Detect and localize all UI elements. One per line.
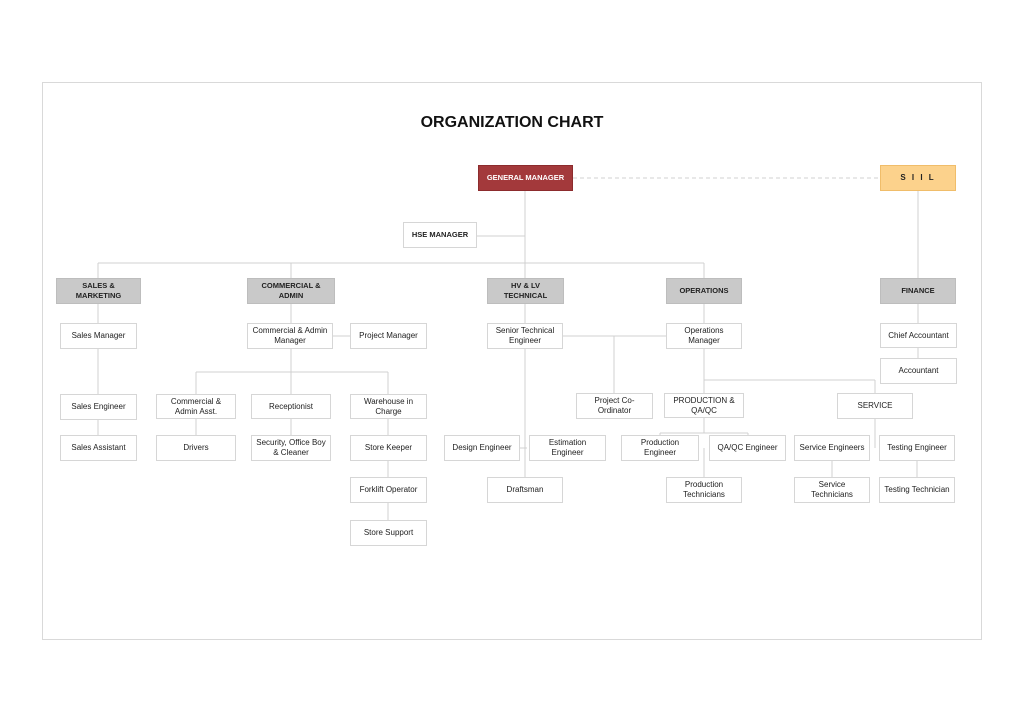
node-chief-accountant[interactable]: Chief Accountant: [880, 323, 957, 348]
node-service[interactable]: SERVICE: [837, 393, 913, 419]
node-testing-technician[interactable]: Testing Technician: [879, 477, 955, 503]
node-forklift-operator[interactable]: Forklift Operator: [350, 477, 427, 503]
node-hse-manager[interactable]: HSE MANAGER: [403, 222, 477, 248]
node-siil[interactable]: S I I L: [880, 165, 956, 191]
node-production-engineer[interactable]: Production Engineer: [621, 435, 699, 461]
node-senior-technical-engineer[interactable]: Senior Technical Engineer: [487, 323, 563, 349]
dept-operations[interactable]: OPERATIONS: [666, 278, 742, 304]
node-sales-manager[interactable]: Sales Manager: [60, 323, 137, 349]
node-draftsman[interactable]: Draftsman: [487, 477, 563, 503]
node-service-technicians[interactable]: Service Technicians: [794, 477, 870, 503]
node-operations-manager[interactable]: Operations Manager: [666, 323, 742, 349]
node-general-manager[interactable]: GENERAL MANAGER: [478, 165, 573, 191]
dept-commercial-admin[interactable]: COMMERCIAL & ADMIN: [247, 278, 335, 304]
dept-sales-marketing[interactable]: SALES & MARKETING: [56, 278, 141, 304]
node-production-qaqc[interactable]: PRODUCTION & QA/QC: [664, 393, 744, 418]
node-store-support[interactable]: Store Support: [350, 520, 427, 546]
node-drivers[interactable]: Drivers: [156, 435, 236, 461]
node-production-technicians[interactable]: Production Technicians: [666, 477, 742, 503]
node-sales-engineer[interactable]: Sales Engineer: [60, 394, 137, 420]
node-design-engineer[interactable]: Design Engineer: [444, 435, 520, 461]
node-receptionist[interactable]: Receptionist: [251, 394, 331, 419]
node-accountant[interactable]: Accountant: [880, 358, 957, 384]
node-security-office-boy-cleaner[interactable]: Security, Office Boy & Cleaner: [251, 435, 331, 461]
dept-hv-lv-technical[interactable]: HV & LV TECHNICAL: [487, 278, 564, 304]
node-project-manager[interactable]: Project Manager: [350, 323, 427, 349]
node-sales-assistant[interactable]: Sales Assistant: [60, 435, 137, 461]
node-service-engineers[interactable]: Service Engineers: [794, 435, 870, 461]
node-testing-engineer[interactable]: Testing Engineer: [879, 435, 955, 461]
node-commercial-admin-asst[interactable]: Commercial & Admin Asst.: [156, 394, 236, 419]
node-project-coordinator[interactable]: Project Co-Ordinator: [576, 393, 653, 419]
node-store-keeper[interactable]: Store Keeper: [350, 435, 427, 461]
node-warehouse-in-charge[interactable]: Warehouse in Charge: [350, 394, 427, 419]
dept-finance[interactable]: FINANCE: [880, 278, 956, 304]
node-qaqc-engineer[interactable]: QA/QC Engineer: [709, 435, 786, 461]
node-estimation-engineer[interactable]: Estimation Engineer: [529, 435, 606, 461]
node-commercial-admin-manager[interactable]: Commercial & Admin Manager: [247, 323, 333, 349]
chart-title: ORGANIZATION CHART: [420, 114, 604, 131]
